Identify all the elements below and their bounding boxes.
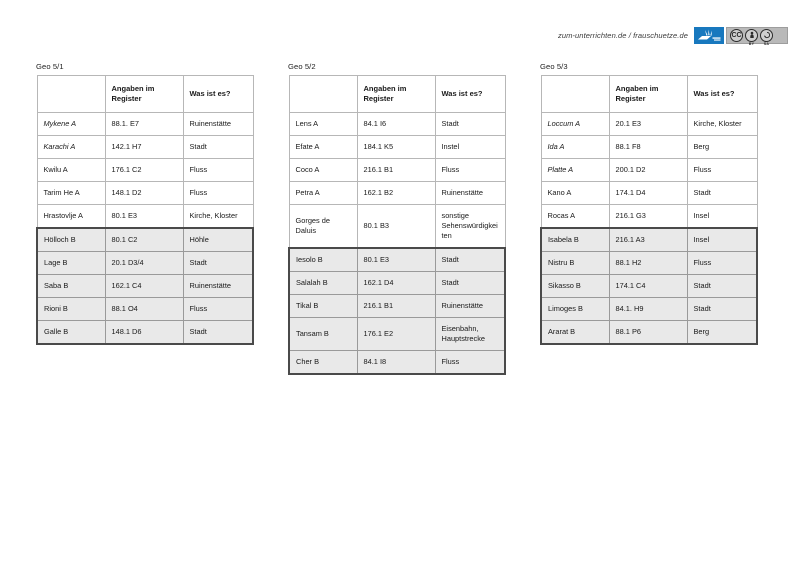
cell-register-reference: 88.1 H2 <box>609 251 687 274</box>
table-row <box>37 274 253 297</box>
column-header-what: Was ist es? <box>435 76 505 113</box>
table-row <box>541 113 757 136</box>
zum-unterrichten-logo-icon <box>694 27 724 44</box>
table-row <box>37 320 253 343</box>
table-block-geo-5-3 <box>500 62 750 375</box>
sa-label: SA <box>763 42 770 46</box>
table-row <box>37 297 253 320</box>
column-header-name <box>37 76 105 113</box>
cell-register-reference: 80.1 C2 <box>105 228 183 251</box>
cell-entry-name: Lens A <box>289 113 357 136</box>
cell-register-reference: 216.1 G3 <box>609 204 687 227</box>
cell-register-reference: 80.1 B3 <box>357 204 435 247</box>
table-row <box>541 204 757 227</box>
cell-entry-name: Saba B <box>37 274 105 297</box>
cell-entry-name: Limoges B <box>541 297 609 320</box>
by-label: BY <box>748 42 755 46</box>
share-alike-icon <box>760 29 773 46</box>
cell-feature-type: Fluss <box>687 158 757 181</box>
table-row <box>37 135 253 158</box>
cell-feature-type: Fluss <box>183 297 253 320</box>
cell-entry-name: Gorges de Daluis <box>289 204 357 247</box>
table-row <box>289 113 505 136</box>
cell-register-reference: 176.1 C2 <box>105 158 183 181</box>
cell-entry-name: Nistru B <box>541 251 609 274</box>
cell-feature-type: Berg <box>687 320 757 343</box>
table-row <box>289 317 505 350</box>
person-icon <box>745 29 758 46</box>
table-title: Geo 5/1 <box>36 62 64 71</box>
cell-feature-type: Insel <box>687 228 757 251</box>
cell-entry-name: Petra A <box>289 181 357 204</box>
register-table-3 <box>540 75 758 345</box>
column-header-what: Was ist es? <box>687 76 757 113</box>
cell-feature-type: Kirche, Kloster <box>183 204 253 227</box>
column-header-name <box>541 76 609 113</box>
cell-entry-name: Efate A <box>289 135 357 158</box>
cell-feature-type: Höhle <box>183 228 253 251</box>
cell-register-reference: 176.1 E2 <box>357 317 435 350</box>
table-body-3 <box>541 113 757 344</box>
cell-register-reference: 216.1 A3 <box>609 228 687 251</box>
cell-feature-type: Kirche, Kloster <box>687 113 757 136</box>
cell-register-reference: 80.1 E3 <box>357 248 435 271</box>
cell-feature-type: Fluss <box>435 350 505 373</box>
cell-feature-type: Stadt <box>183 251 253 274</box>
table-block-geo-5-2 <box>250 62 500 375</box>
column-header-register: Angaben im Register <box>357 76 435 113</box>
worksheet-tables <box>0 62 800 375</box>
cell-feature-type: Ruinenstätte <box>435 294 505 317</box>
cell-register-reference: 148.1 D2 <box>105 181 183 204</box>
cell-feature-type: Stadt <box>183 135 253 158</box>
creative-commons-license-badge <box>726 27 788 44</box>
table-row <box>541 135 757 158</box>
cell-register-reference: 174.1 D4 <box>609 181 687 204</box>
table-row <box>37 204 253 227</box>
cell-register-reference: 184.1 K5 <box>357 135 435 158</box>
cell-feature-type: Fluss <box>687 251 757 274</box>
cell-entry-name: Kwilu A <box>37 158 105 181</box>
credit-bar <box>0 24 800 46</box>
table-body-2 <box>289 113 505 374</box>
cell-entry-name: Tarim He A <box>37 181 105 204</box>
table-row <box>289 350 505 373</box>
cell-entry-name: Iesolo B <box>289 248 357 271</box>
cell-feature-type: Stadt <box>183 320 253 343</box>
cell-feature-type: Ruinenstätte <box>183 113 253 136</box>
cell-register-reference: 162.1 B2 <box>357 181 435 204</box>
cell-register-reference: 174.1 C4 <box>609 274 687 297</box>
cell-entry-name: Rocas A <box>541 204 609 227</box>
table-row <box>541 181 757 204</box>
table-row <box>541 320 757 343</box>
cell-feature-type: sonstige Sehenswürdigkeiten <box>435 204 505 247</box>
cell-feature-type: Stadt <box>435 113 505 136</box>
cell-entry-name: Isabela B <box>541 228 609 251</box>
column-header-name <box>289 76 357 113</box>
cc-label: CC <box>731 31 742 39</box>
cell-entry-name: Coco A <box>289 158 357 181</box>
table-title: Geo 5/3 <box>540 62 568 71</box>
cell-register-reference: 84.1 I6 <box>357 113 435 136</box>
table-row <box>289 135 505 158</box>
table-row <box>289 158 505 181</box>
cell-feature-type: Stadt <box>435 271 505 294</box>
cell-entry-name: Platte A <box>541 158 609 181</box>
table-header-row <box>37 76 253 113</box>
table-row <box>37 181 253 204</box>
cell-entry-name: Sikasso B <box>541 274 609 297</box>
cell-entry-name: Tansam B <box>289 317 357 350</box>
table-row <box>289 181 505 204</box>
cell-feature-type: Stadt <box>687 297 757 320</box>
cell-register-reference: 80.1 E3 <box>105 204 183 227</box>
cell-entry-name: Kano A <box>541 181 609 204</box>
cell-register-reference: 84.1. H9 <box>609 297 687 320</box>
cell-entry-name: Mykene A <box>37 113 105 136</box>
cell-entry-name: Hölloch B <box>37 228 105 251</box>
cell-register-reference: 84.1 I8 <box>357 350 435 373</box>
table-row <box>289 271 505 294</box>
cell-feature-type: Berg <box>687 135 757 158</box>
table-row <box>37 228 253 251</box>
table-row <box>37 251 253 274</box>
cell-feature-type: Stadt <box>687 181 757 204</box>
register-table-1 <box>36 75 254 345</box>
table-row <box>541 274 757 297</box>
cell-feature-type: Eisenbahn, Hauptstrecke <box>435 317 505 350</box>
table-row <box>289 294 505 317</box>
cell-register-reference: 200.1 D2 <box>609 158 687 181</box>
cell-entry-name: Hrastovlje A <box>37 204 105 227</box>
cell-entry-name: Ararat B <box>541 320 609 343</box>
cell-register-reference: 88.1 F8 <box>609 135 687 158</box>
table-row <box>541 228 757 251</box>
cell-register-reference: 216.1 B1 <box>357 294 435 317</box>
cell-feature-type: Instel <box>435 135 505 158</box>
cell-feature-type: Fluss <box>183 181 253 204</box>
cell-register-reference: 88.1 P6 <box>609 320 687 343</box>
cell-entry-name: Lage B <box>37 251 105 274</box>
cell-feature-type: Ruinenstätte <box>435 181 505 204</box>
cell-entry-name: Tikal B <box>289 294 357 317</box>
cell-feature-type: Stadt <box>687 274 757 297</box>
cell-register-reference: 142.1 H7 <box>105 135 183 158</box>
table-title: Geo 5/2 <box>288 62 316 71</box>
cell-entry-name: Loccum A <box>541 113 609 136</box>
cell-entry-name: Ida A <box>541 135 609 158</box>
table-row <box>541 251 757 274</box>
cell-register-reference: 88.1 O4 <box>105 297 183 320</box>
column-header-what: Was ist es? <box>183 76 253 113</box>
table-row <box>541 297 757 320</box>
table-row <box>37 158 253 181</box>
cell-entry-name: Karachi A <box>37 135 105 158</box>
cell-register-reference: 20.1 D3/4 <box>105 251 183 274</box>
cell-feature-type: Insel <box>687 204 757 227</box>
table-row <box>289 204 505 247</box>
cell-entry-name: Rioni B <box>37 297 105 320</box>
table-header-row <box>541 76 757 113</box>
credit-text: zum-unterrichten.de / frauschuetze.de <box>557 30 688 40</box>
cell-register-reference: 162.1 D4 <box>357 271 435 294</box>
cell-feature-type: Fluss <box>435 158 505 181</box>
cc-icon <box>730 29 743 42</box>
table-header-row <box>289 76 505 113</box>
cell-register-reference: 88.1. E7 <box>105 113 183 136</box>
table-body-1 <box>37 113 253 344</box>
cell-entry-name: Salalah B <box>289 271 357 294</box>
cell-register-reference: 20.1 E3 <box>609 113 687 136</box>
cell-register-reference: 148.1 D6 <box>105 320 183 343</box>
cell-entry-name: Cher B <box>289 350 357 373</box>
cell-register-reference: 162.1 C4 <box>105 274 183 297</box>
table-row <box>37 113 253 136</box>
cell-entry-name: Galle B <box>37 320 105 343</box>
cell-feature-type: Stadt <box>435 248 505 271</box>
column-header-register: Angaben im Register <box>609 76 687 113</box>
cell-feature-type: Fluss <box>183 158 253 181</box>
table-row <box>541 158 757 181</box>
table-row <box>289 248 505 271</box>
table-block-geo-5-1 <box>0 62 250 375</box>
register-table-2 <box>288 75 506 375</box>
column-header-register: Angaben im Register <box>105 76 183 113</box>
cell-feature-type: Ruinenstätte <box>183 274 253 297</box>
cell-register-reference: 216.1 B1 <box>357 158 435 181</box>
